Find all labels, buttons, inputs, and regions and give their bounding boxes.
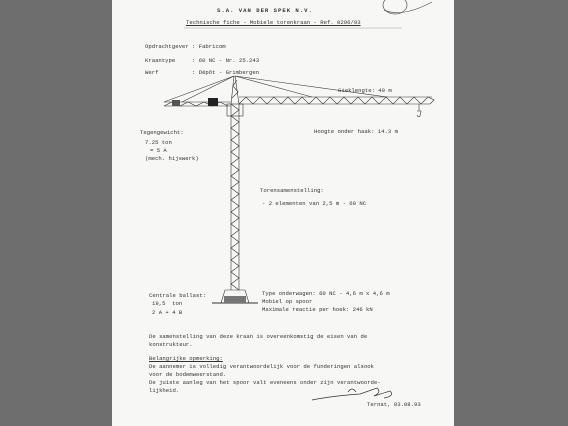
undercarriage-reaction: Maximale reactie per hoek: 246 kN (262, 306, 373, 313)
ballast-blocks: 2 A + 4 B (152, 309, 183, 316)
hook-height-label: Hoogte onder haak: 14.3 m (314, 128, 398, 135)
site-line: Werf : Dépôt - Grimbergen (145, 69, 260, 76)
document-title: Technische fiche - Mobiele torenkraan - Ref. 0296/93 (186, 19, 361, 26)
company-name: S.A. VAN DER SPEK N.V. (217, 7, 313, 14)
jib-length-label: Gieklengte: 40 m (338, 87, 392, 94)
signature (312, 388, 392, 400)
counterweight-label: Tegengewicht: (140, 129, 184, 136)
crane-type-line: Kraantype : 60 NC - Nr. 25.243 (145, 57, 260, 64)
tower-label: Torensamenstelling: (260, 187, 324, 194)
remarks-line-4: lijkheid. (149, 387, 180, 394)
counterweight-note: (mech. hijswerk) (145, 155, 199, 162)
remarks-line-3: De juiste aanleg van het spoor valt eveneens onder zijn verantwoorde- (149, 379, 381, 386)
undercarriage-type: Type onderwagen: 60 NC - 4,6 m x 4,6 m (262, 290, 390, 297)
client-line: Opdrachtgever : Fabricom (145, 43, 226, 50)
undercarriage-mobile: Mobiel op spoor (262, 298, 313, 305)
statement-line-1: De samenstelling van deze kraan is overeenkomstig de eisen van de (149, 333, 368, 340)
statement-line-2: konstrukteur. (149, 341, 193, 348)
counterweight-blocks: = 5 A (150, 147, 167, 154)
ballast-value: 19,5 ton (152, 300, 183, 307)
counterweight-value: 7.25 ton (145, 139, 172, 146)
remarks-line-1: De aannemer is volledig verantwoordelijk voor de funderingen alsook (149, 363, 374, 370)
place-date: Ternat, 03.08.93 (367, 401, 421, 408)
remarks-line-2: voor de bodemweerstand. (149, 371, 227, 378)
remarks-heading: Belangrijke opmerking: (149, 355, 223, 362)
logo-stamp (383, 0, 432, 14)
document-page (112, 0, 454, 426)
tower-value: - 2 elementen van 2,5 m - 60 NC (262, 200, 367, 207)
ballast-label: Centrale ballast: (149, 292, 207, 299)
